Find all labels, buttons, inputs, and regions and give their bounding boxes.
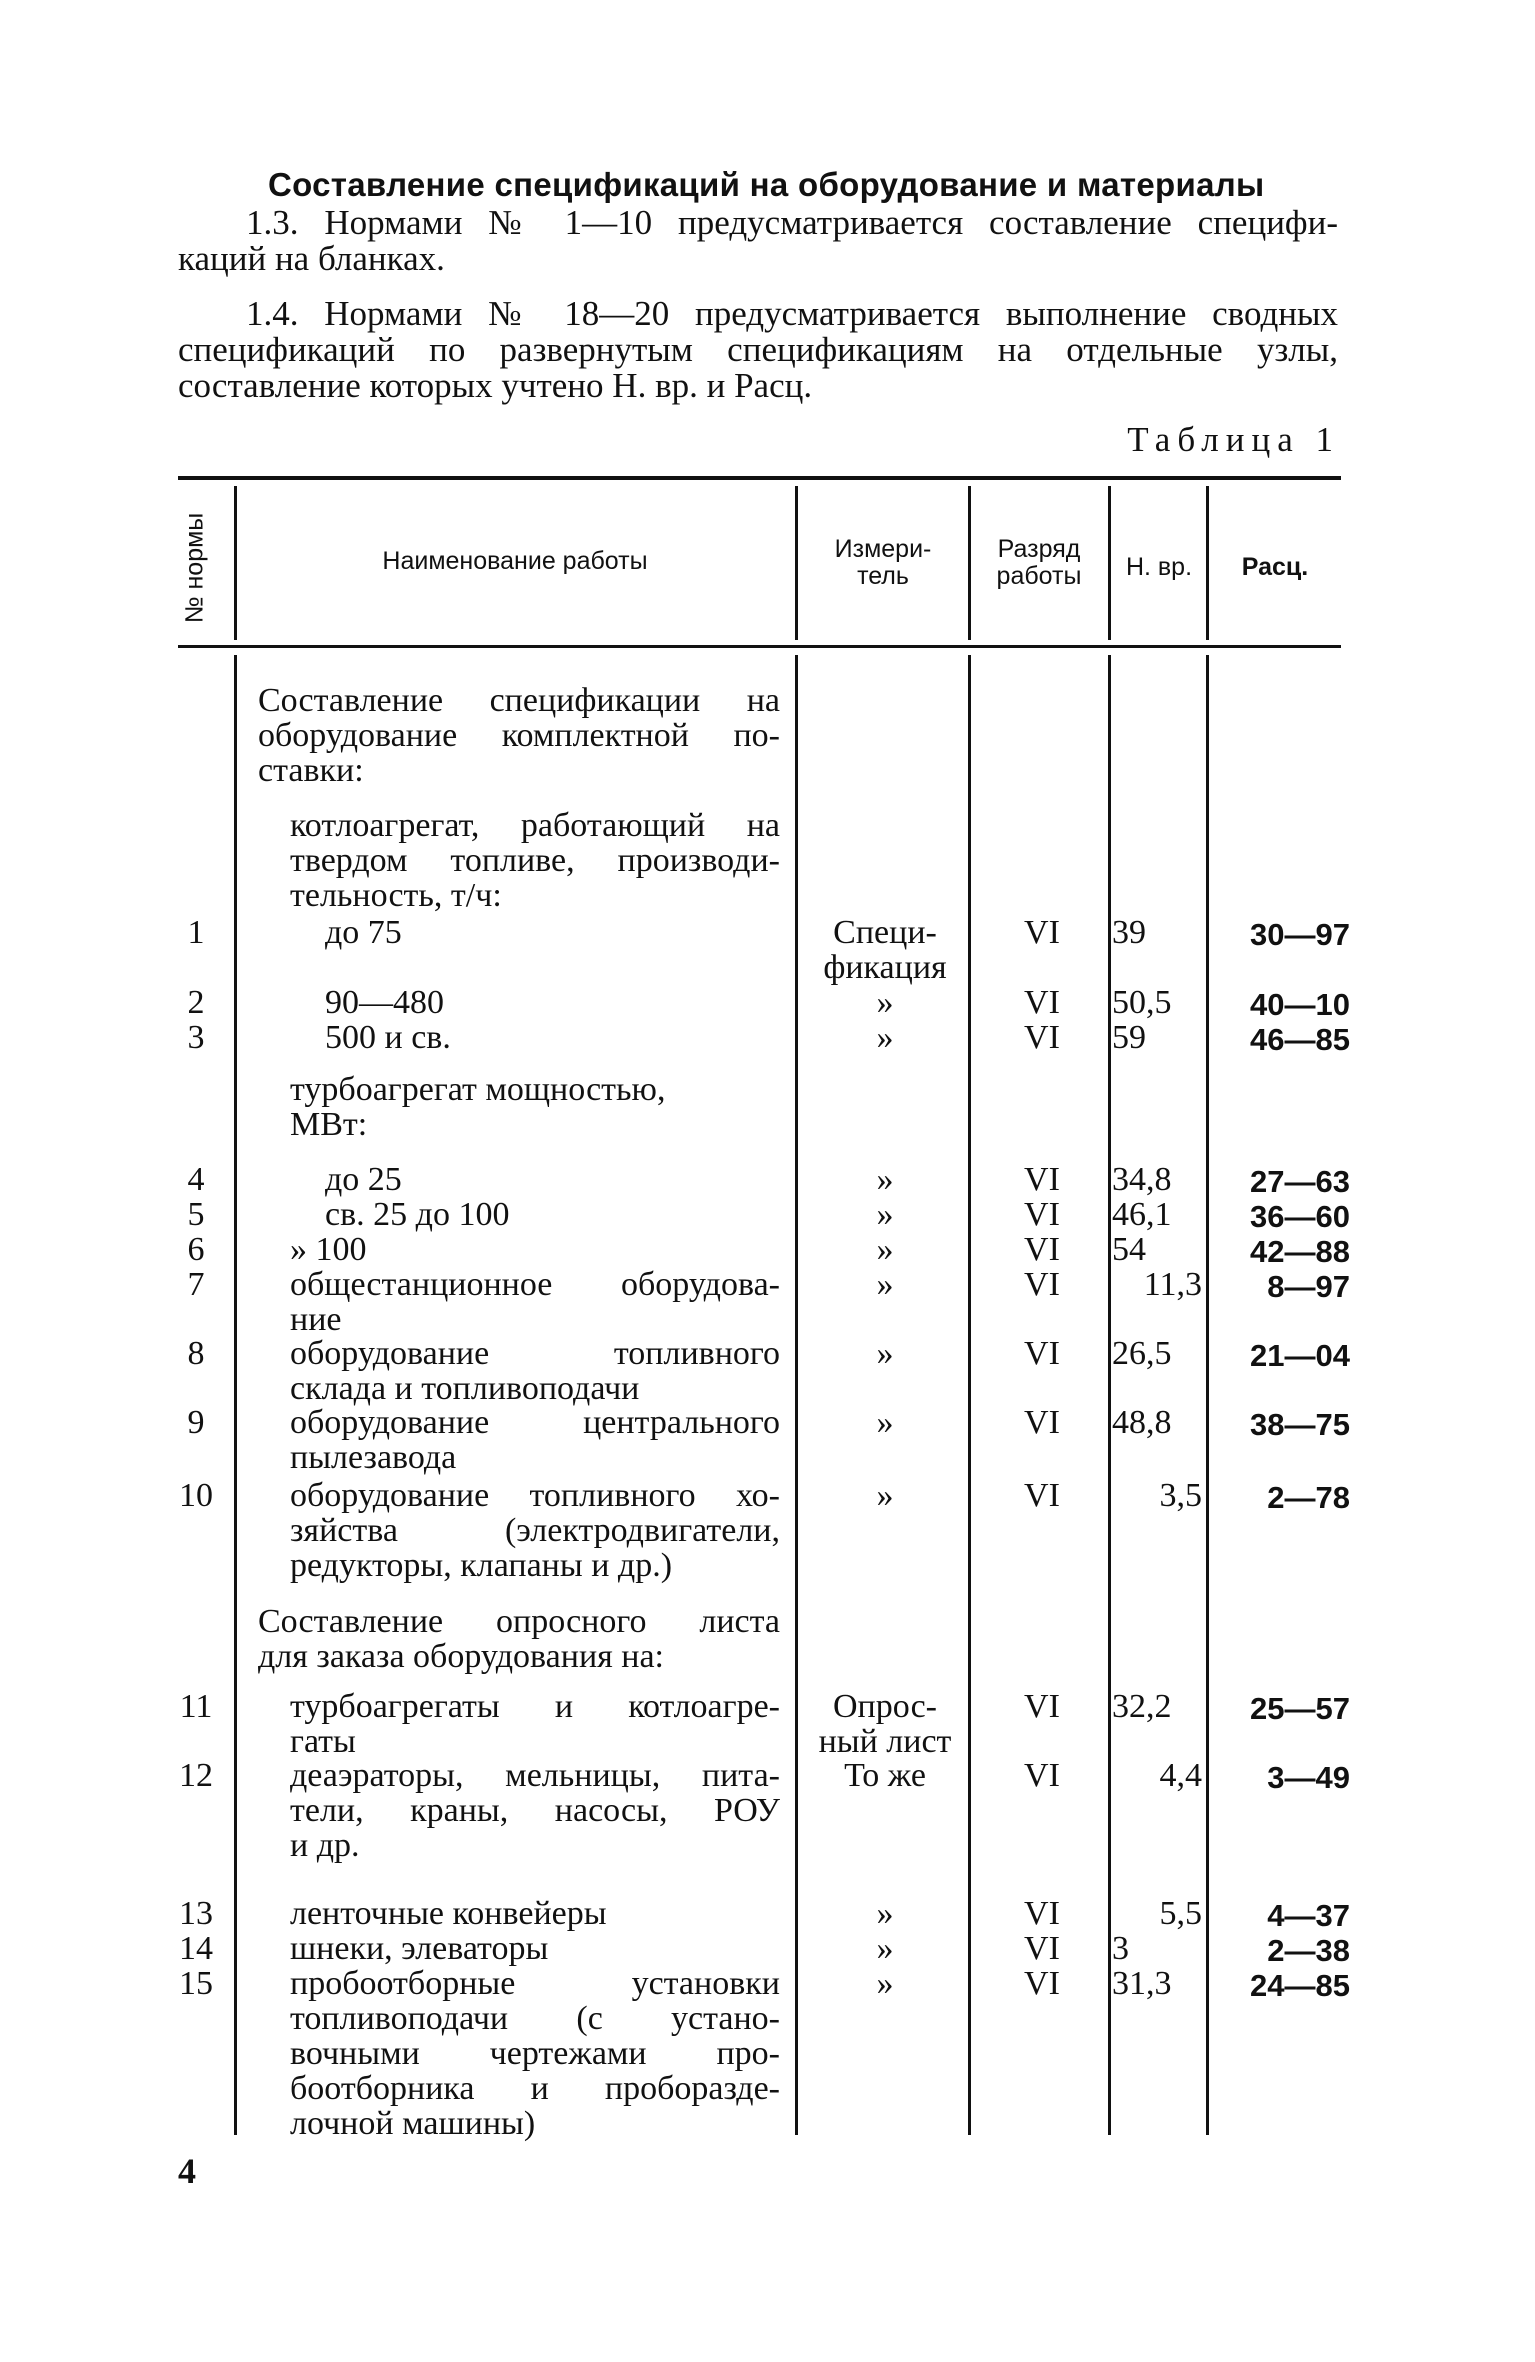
- row-name: [290, 1896, 780, 1931]
- row-number: 3: [187, 1019, 205, 1056]
- header-grade-line: Разряд: [997, 535, 1081, 563]
- row-rasc: 2—38: [1267, 1933, 1350, 1968]
- row-name-line: до 25: [325, 1161, 402, 1198]
- row-grade: VI: [1024, 1335, 1060, 1372]
- row-number: 7: [187, 1266, 205, 1303]
- group-line: для заказа оборудования на:: [258, 1638, 665, 1675]
- row-rasc: 30—97: [1250, 917, 1350, 952]
- row-unit: [800, 1896, 970, 1931]
- header-name: Наименование работы: [382, 547, 648, 575]
- row-name: [290, 1232, 780, 1267]
- row-unit-line: »: [876, 1335, 894, 1372]
- header-num: № нормы: [180, 512, 209, 624]
- row-hvr: 26,5: [1112, 1335, 1172, 1372]
- row-rasc: 36—60: [1250, 1199, 1350, 1234]
- row-name: [290, 1267, 780, 1337]
- row-number: 8: [187, 1335, 205, 1372]
- row-name-line: топливоподачи (с устано-: [290, 2000, 780, 2037]
- row-unit: [800, 1336, 970, 1371]
- row-name-line: ленточные конвейеры: [290, 1895, 607, 1932]
- row-grade: VI: [1024, 1930, 1060, 1967]
- paragraph-1-4: [178, 296, 1338, 404]
- row-unit: [800, 985, 970, 1020]
- row-number: 14: [179, 1930, 213, 1967]
- body-divider: [234, 655, 237, 2135]
- group-line: турбоагрегат мощностью,: [290, 1071, 666, 1108]
- row-name-line: до 75: [325, 914, 402, 951]
- row-name-line: редукторы, клапаны и др.): [290, 1547, 673, 1584]
- row-grade: VI: [1024, 1266, 1060, 1303]
- row-unit: [800, 1267, 970, 1302]
- row-hvr: 34,8: [1112, 1161, 1172, 1198]
- row-hvr: 3,5: [1159, 1477, 1202, 1514]
- header-divider: [795, 486, 798, 640]
- row-rasc: 21—04: [1250, 1338, 1350, 1373]
- table-top-rule: [178, 476, 1341, 480]
- row-name: [290, 1478, 780, 1583]
- row-unit-line: »: [876, 1404, 894, 1441]
- header-divider: [968, 486, 971, 640]
- row-name-line: и др.: [290, 1827, 360, 1864]
- row-grade: VI: [1024, 1161, 1060, 1198]
- row-unit-line: Опрос-: [832, 1688, 937, 1725]
- row-name-line: пробоотборные установки: [290, 1965, 780, 2002]
- row-unit-line: То же: [844, 1757, 926, 1794]
- row-rasc: 46—85: [1250, 1022, 1350, 1057]
- row-hvr: 39: [1112, 914, 1146, 951]
- row-rasc: 27—63: [1250, 1164, 1350, 1199]
- row-number: 12: [179, 1757, 213, 1794]
- row-name-line: общестанционное оборудова-: [290, 1266, 780, 1303]
- row-name-line: склада и топливоподачи: [290, 1370, 640, 1407]
- row-number: 2: [187, 984, 205, 1021]
- row-name: [290, 1336, 780, 1406]
- row-grade: VI: [1024, 1404, 1060, 1441]
- row-unit-line: »: [876, 1266, 894, 1303]
- row-name-line: 90—480: [325, 984, 444, 1021]
- paragraph-1-3: [178, 205, 1338, 277]
- row-unit: [800, 1232, 970, 1267]
- row-name-line: зяйства (электродвигатели,: [290, 1512, 780, 1549]
- row-grade: VI: [1024, 1196, 1060, 1233]
- row-rasc: 2—78: [1267, 1480, 1350, 1515]
- row-hvr: 48,8: [1112, 1404, 1172, 1441]
- row-unit: [800, 1020, 970, 1055]
- group-line: МВт:: [290, 1106, 368, 1143]
- row-unit-line: »: [876, 1930, 894, 1967]
- row-name-line: пылезавода: [290, 1439, 457, 1476]
- row-name-line: гаты: [290, 1723, 356, 1760]
- row-grade: VI: [1024, 1231, 1060, 1268]
- row-unit-line: »: [876, 1895, 894, 1932]
- row-unit-line: »: [876, 1196, 894, 1233]
- table-caption: Таблица 1: [1127, 420, 1340, 459]
- row-number: 6: [187, 1231, 205, 1268]
- row-number: 13: [179, 1895, 213, 1932]
- row-rasc: 4—37: [1267, 1898, 1350, 1933]
- group-line: оборудование комплектной по-: [258, 717, 780, 754]
- row-hvr: 11,3: [1143, 1266, 1202, 1303]
- row-hvr: 54: [1112, 1231, 1146, 1268]
- row-unit: [800, 1162, 970, 1197]
- row-unit: [800, 1405, 970, 1440]
- row-name-line: оборудование центрального: [290, 1404, 780, 1441]
- paragraph-line: каций на бланках.: [178, 239, 445, 278]
- row-name: [325, 915, 780, 950]
- row-rasc: 38—75: [1250, 1407, 1350, 1442]
- paragraph-line: 1.4. Нормами № 18—20 предусматривается выполнение сводных: [246, 294, 1338, 333]
- row-unit: [800, 1966, 970, 2001]
- row-unit-line: »: [876, 1161, 894, 1198]
- header-grade: [972, 536, 1106, 590]
- row-name-line: 500 и св.: [325, 1019, 451, 1056]
- row-hvr: 5,5: [1159, 1895, 1202, 1932]
- group-line: Составление опросного листа: [258, 1603, 780, 1640]
- row-unit: [800, 1689, 970, 1759]
- row-unit: [800, 1931, 970, 1966]
- table-header-rule: [178, 645, 1341, 648]
- header-unit-line: тель: [857, 562, 909, 590]
- group-line: ставки:: [258, 752, 364, 789]
- row-name: [325, 1020, 780, 1055]
- row-rasc: 24—85: [1250, 1968, 1350, 2003]
- row-hvr: 59: [1112, 1019, 1146, 1056]
- row-name-line: турбоагрегаты и котлоагре-: [290, 1688, 780, 1725]
- row-hvr: 3: [1112, 1930, 1129, 1967]
- row-number: 1: [187, 914, 205, 951]
- group-line: тельность, т/ч:: [290, 877, 502, 914]
- row-name-line: вочными чертежами про-: [290, 2035, 780, 2072]
- row-grade: VI: [1024, 1757, 1060, 1794]
- row-name: [325, 985, 780, 1020]
- row-unit-line: »: [876, 1965, 894, 2002]
- row-grade: VI: [1024, 1688, 1060, 1725]
- row-name-line: оборудование топливного: [290, 1335, 780, 1372]
- row-rasc: 3—49: [1267, 1760, 1350, 1795]
- paragraph-line: спецификаций по развернутым спецификациям на отдельные узлы,: [178, 330, 1338, 369]
- row-hvr: 32,2: [1112, 1688, 1172, 1725]
- row-unit: [800, 1197, 970, 1232]
- header-unit: [800, 536, 966, 590]
- row-grade: VI: [1024, 984, 1060, 1021]
- row-number: 11: [179, 1688, 213, 1725]
- subgroup-heading: [290, 808, 780, 913]
- row-name: [290, 1689, 780, 1759]
- row-unit-line: Специ-: [833, 914, 937, 951]
- row-unit-line: »: [876, 984, 894, 1021]
- row-name: [325, 1162, 780, 1197]
- row-grade: VI: [1024, 1477, 1060, 1514]
- row-unit: [800, 1758, 970, 1793]
- row-hvr: 46,1: [1112, 1196, 1172, 1233]
- row-name: [325, 1197, 780, 1232]
- row-hvr: 4,4: [1159, 1757, 1202, 1794]
- row-unit-line: »: [876, 1231, 894, 1268]
- header-divider: [1206, 486, 1209, 640]
- row-rasc: 42—88: [1250, 1234, 1350, 1269]
- row-grade: VI: [1024, 1895, 1060, 1932]
- row-name-line: св. 25 до 100: [325, 1196, 510, 1233]
- row-name: [290, 1758, 780, 1863]
- row-number: 15: [179, 1965, 213, 2002]
- section-heading: Составление спецификаций на оборудование и материалы: [268, 166, 1265, 203]
- header-rasc: Расц.: [1241, 553, 1309, 581]
- header-unit-line: Измери-: [834, 535, 932, 563]
- group-heading: [258, 683, 780, 788]
- row-hvr: 50,5: [1112, 984, 1172, 1021]
- row-number: 9: [187, 1404, 205, 1441]
- paragraph-line: 1.3. Нормами № 1—10 предусматривается составление специфи-: [246, 203, 1338, 242]
- row-rasc: 40—10: [1250, 987, 1350, 1022]
- row-unit-line: »: [876, 1477, 894, 1514]
- row-name-line: » 100: [290, 1231, 367, 1268]
- row-hvr: 31,3: [1112, 1965, 1172, 2002]
- row-name-line: деаэраторы, мельницы, пита-: [290, 1757, 780, 1794]
- row-name: [290, 1405, 780, 1475]
- row-unit-line: фикация: [823, 949, 947, 986]
- subgroup-heading: [290, 1072, 780, 1142]
- row-name-line: боотборника и проборазде-: [290, 2070, 780, 2107]
- row-grade: VI: [1024, 1965, 1060, 2002]
- row-unit-line: »: [876, 1019, 894, 1056]
- row-number: 10: [179, 1477, 213, 1514]
- row-name-line: ние: [290, 1301, 342, 1338]
- row-name-line: шнеки, элеваторы: [290, 1930, 549, 1967]
- group-line: твердом топливе, производи-: [290, 842, 780, 879]
- header-divider: [1108, 486, 1111, 640]
- body-divider: [1206, 655, 1209, 2135]
- group-heading: [258, 1604, 780, 1674]
- row-unit-line: ный лист: [818, 1723, 952, 1760]
- row-name-line: оборудование топливного хо-: [290, 1477, 780, 1514]
- row-number: 4: [187, 1161, 205, 1198]
- row-name: [290, 1966, 780, 2141]
- page-number: 4: [178, 2151, 196, 2191]
- row-grade: VI: [1024, 914, 1060, 951]
- row-name: [290, 1931, 780, 1966]
- row-rasc: 25—57: [1250, 1691, 1350, 1726]
- row-unit: [800, 1478, 970, 1513]
- header-divider: [234, 486, 237, 640]
- row-rasc: 8—97: [1267, 1269, 1350, 1304]
- row-unit: [800, 915, 970, 985]
- row-number: 5: [187, 1196, 205, 1233]
- row-name-line: лочной машины): [290, 2105, 536, 2142]
- group-line: Составление спецификации на: [258, 682, 780, 719]
- paragraph-line: составление которых учтено Н. вр. и Расц.: [178, 366, 813, 405]
- header-hvr: Н. вр.: [1125, 553, 1193, 581]
- header-grade-line: работы: [996, 562, 1082, 590]
- body-divider: [795, 655, 798, 2135]
- row-grade: VI: [1024, 1019, 1060, 1056]
- group-line: котлоагрегат, работающий на: [290, 807, 780, 844]
- row-name-line: тели, краны, насосы, РОУ: [290, 1792, 780, 1829]
